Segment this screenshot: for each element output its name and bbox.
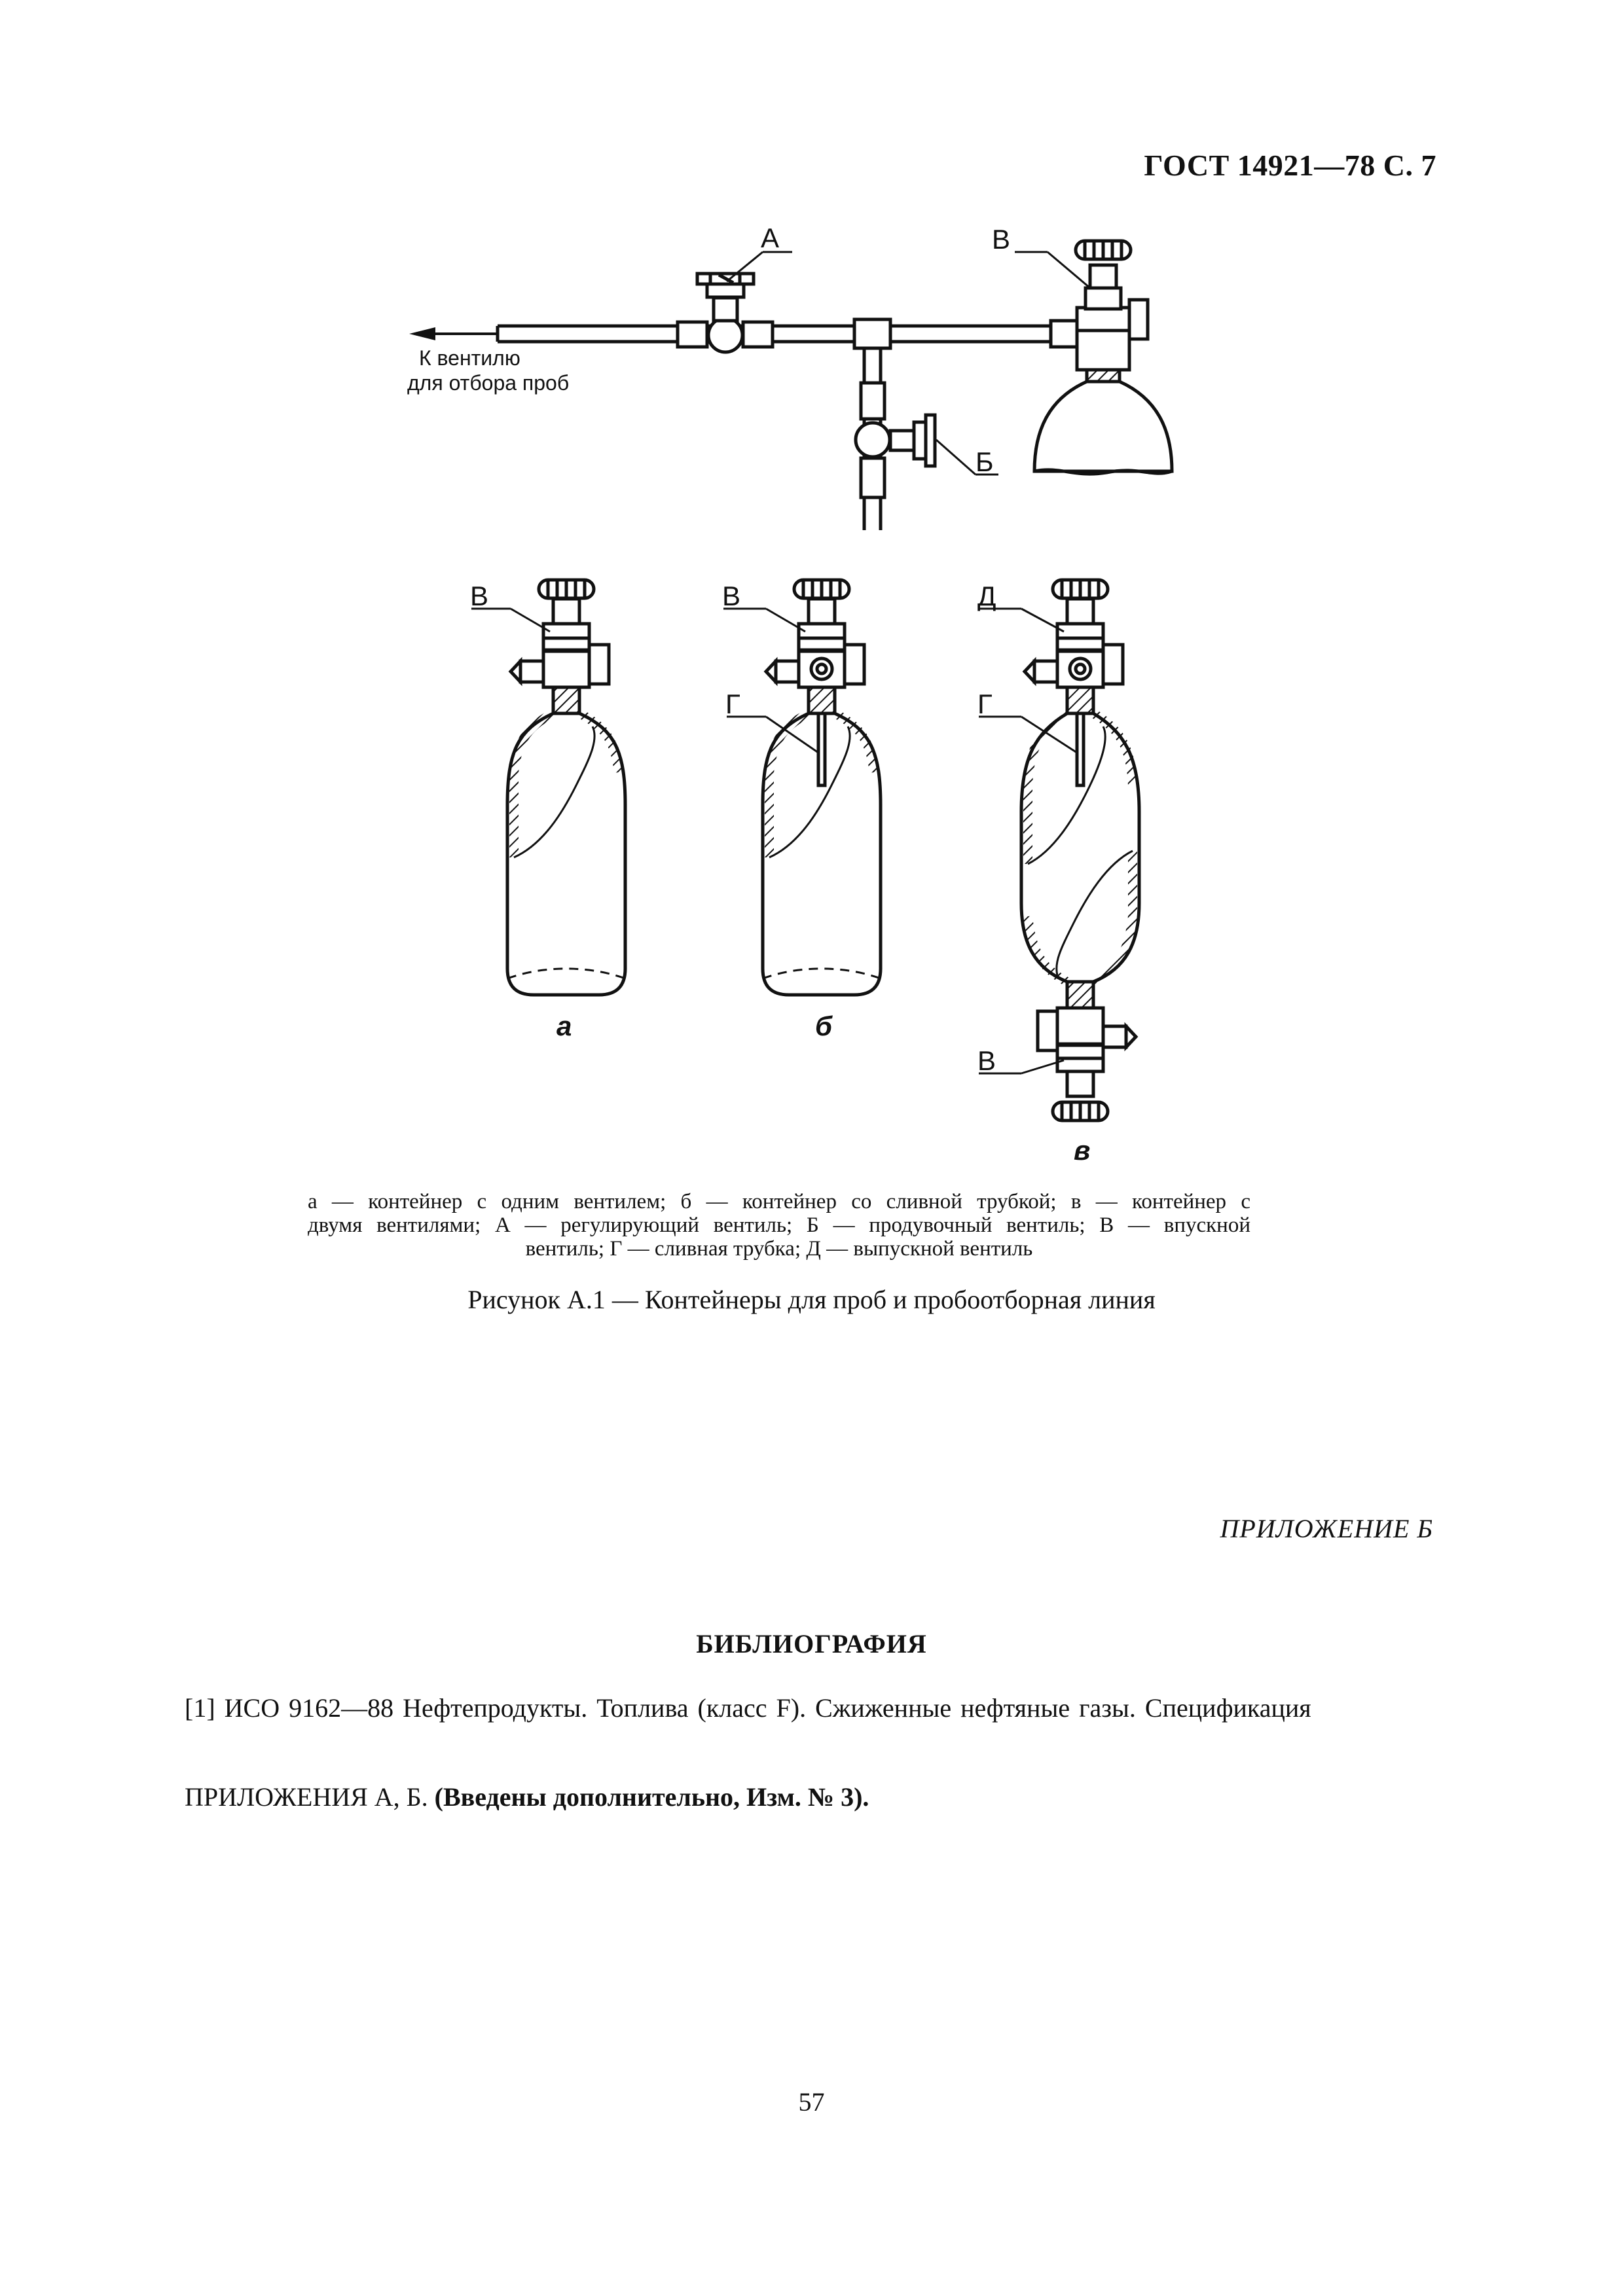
page-number: 57 (798, 2087, 825, 2117)
svg-text:Г: Г (977, 689, 993, 719)
legend-line-1: а — контейнер с одним вентилем; б — контейнер со сливной трубкой; в — контейнер с (308, 1190, 1250, 1213)
svg-text:для отбора проб: для отбора проб (407, 371, 570, 395)
bibliography-item: [1] ИСО 9162—88 Нефтепродукты. Топлива (класс F). Сжиженные нефтяные газы. Спецификация (185, 1693, 1311, 1723)
container-b-diagram (722, 580, 881, 1041)
page-header: ГОСТ 14921—78 С. 7 (1144, 149, 1436, 182)
amendment-note-prefix: ПРИЛОЖЕНИЯ А, Б. (185, 1782, 435, 1812)
figure-caption: Рисунок А.1 — Контейнеры для проб и пробоотборная линия (467, 1285, 1156, 1314)
container-a-diagram (470, 580, 625, 1041)
legend-line-2: двумя вентилями; А — регулирующий вентиль; Б — продувочный вентиль; В — впускной (308, 1213, 1250, 1237)
amendment-note-bold: (Введены дополнительно, Изм. № 3). (434, 1782, 869, 1812)
appendix-label: ПРИЛОЖЕНИЕ Б (1220, 1514, 1433, 1543)
svg-text:В: В (722, 581, 741, 611)
svg-text:а: а (556, 1011, 572, 1041)
bibliography-title: БИБЛИОГРАФИЯ (696, 1629, 927, 1659)
legend-line-3: вентиль; Г — сливная трубка; Д — выпускной вентиль (525, 1237, 1033, 1261)
svg-text:в: в (1074, 1135, 1091, 1166)
svg-text:В: В (977, 1045, 996, 1076)
svg-text:Г: Г (725, 689, 740, 719)
svg-text:б: б (815, 1011, 833, 1041)
figure-legend (308, 1190, 1250, 1261)
svg-text:В: В (992, 224, 1011, 255)
sampling-line-diagram (407, 223, 1172, 530)
svg-text:В: В (470, 581, 489, 611)
svg-text:К вентилю: К вентилю (419, 346, 520, 370)
svg-text:А: А (761, 223, 780, 253)
container-v-diagram (977, 580, 1139, 1166)
svg-text:Б: Б (976, 446, 994, 477)
amendment-note (185, 1782, 869, 1812)
svg-text:Д: Д (977, 581, 996, 611)
